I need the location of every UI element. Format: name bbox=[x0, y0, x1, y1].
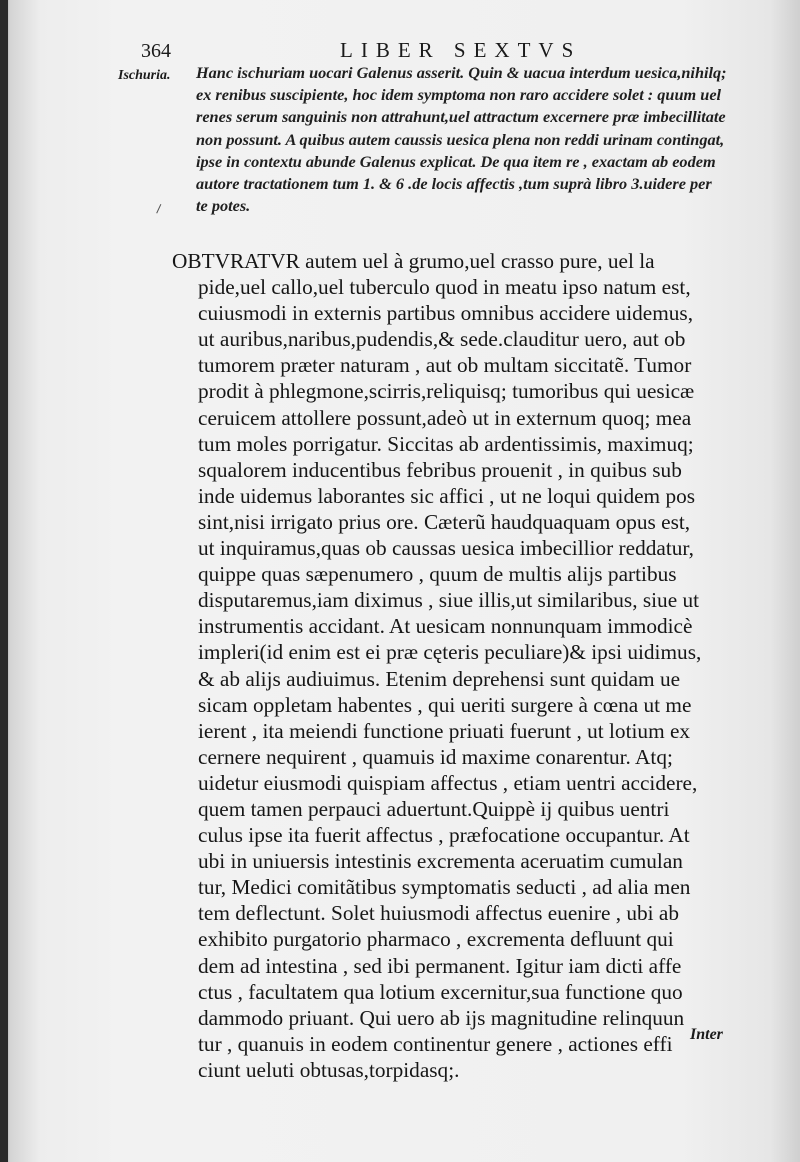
text-line: instrumentis accidant. At uesicam nonnunquam immodicè bbox=[198, 614, 693, 639]
italic-line: non possunt. A quibus autem caussis uesica plena non reddi urinam contingat, bbox=[196, 129, 725, 149]
text-line: cuiusmodi in externis partibus omnibus accidere uidemus, bbox=[198, 301, 694, 326]
text-line: & ab alijs audiuimus. Etenim deprehensi sunt quidam ue bbox=[198, 666, 681, 691]
margin-mark bbox=[156, 204, 167, 216]
text-line: squalorem inducentibus febribus prouenit , in quibus sub bbox=[198, 457, 682, 482]
margin-note: Ischuria. bbox=[118, 68, 171, 83]
text-line: ubi in uniuersis intestinis excrementa aceruatim cumulan bbox=[198, 849, 683, 874]
text-line: sicam oppletam habentes , qui ueriti surgere à cœna ut me bbox=[198, 692, 692, 717]
text-line: inde uidemus laborantes sic affici , ut ne loqui quidem pos bbox=[198, 483, 696, 508]
text-line: tum moles porrigatur. Siccitas ab ardentissimis, maximuq; bbox=[198, 431, 694, 456]
text-line: uidetur eiusmodi quispiam affectus , etiam uentri accidere, bbox=[198, 770, 698, 795]
page-number: 364 bbox=[141, 40, 171, 62]
text-line: ciunt ueluti obtusas,torpidasq;. bbox=[198, 1057, 460, 1082]
main-paragraph bbox=[172, 248, 772, 1083]
page-gutter-shadow bbox=[0, 0, 8, 1162]
text-line: ctus , facultatem qua lotium excernitur,sua functione quo bbox=[198, 979, 683, 1004]
italic-line: Hanc ischuriam uocari Galenus asserit. Quin & uacua interdum uesica,nihilq; bbox=[196, 63, 727, 82]
text-line: ut inquiramus,quas ob caussas uesica imbecillior reddatur, bbox=[198, 536, 694, 561]
text-line: disputaremus,iam diximus , siue illis,ut similaribus, siue ut bbox=[198, 588, 700, 613]
text-line: tem deflectunt. Solet huiusmodi affectus euenire , ubi ab bbox=[198, 901, 680, 926]
text-line: quippe quas sæpenumero , quum de multis alijs partibus bbox=[198, 562, 677, 587]
text-line: prodit à phlegmone,scirris,reliquisq; tumoribus qui uesicæ bbox=[198, 379, 695, 404]
text-line: dammodo priuant. Qui uero ab ijs magnitudine relinquun bbox=[198, 1005, 685, 1030]
text-line: pide,uel callo,uel tuberculo quod in meatu ipso natum est, bbox=[198, 275, 691, 300]
italic-line: ipse in contextu abunde Galenus explicat. De qua item re , exactam ab eodem bbox=[196, 151, 716, 171]
text-line: quem tamen perpauci aduertunt.Quippè ij quibus uentri bbox=[198, 796, 670, 821]
text-line: impleri(id enim est ei præ cęteris peculiare)& ipsi uidimus, bbox=[198, 640, 702, 665]
text-line: sint,nisi irrigato prius ore. Cæterũ haudquaquam opus est, bbox=[198, 509, 691, 534]
text-line: ierent , ita meiendi functione priuati fuerunt , ut lotium ex bbox=[198, 718, 691, 743]
text-line: ceruicem attollere possunt,adeò ut in externum quoq; mea bbox=[198, 405, 692, 430]
text-line: culus ipse ita fuerit affectus , præfocatione occupantur. At bbox=[198, 823, 690, 848]
text-line: OBTVRATVR autem uel à grumo,uel crasso pure, uel la bbox=[172, 249, 655, 273]
text-line: ut auribus,naribus,pudendis,& sede.clauditur uero, aut ob bbox=[198, 327, 686, 352]
text-line: tumorem præter naturam , aut ob multam siccitatẽ. Tumor bbox=[198, 353, 692, 378]
italic-line: renes serum sanguinis non attrahunt,uel attractum excernere præ imbecillitate bbox=[196, 107, 726, 127]
text-line: cernere nequirent , quamuis id maxime conarentur. Atq; bbox=[198, 744, 673, 769]
text-line: exhibito purgatorio pharmaco , excrementa defluunt qui bbox=[198, 927, 674, 952]
running-title: LIBER SEXTVS bbox=[340, 38, 582, 62]
italic-line: autore tractationem tum 1. & 6 .de locis affectis ,tum suprà libro 3.uidere per bbox=[196, 174, 712, 194]
text-line: dem ad intestina , sed ibi permanent. Igitur iam dicti affe bbox=[198, 953, 682, 978]
text-line: tur , quanuis in eodem continentur genere , actiones effi bbox=[198, 1031, 673, 1056]
italic-paragraph bbox=[196, 62, 768, 217]
italic-line: ex renibus suscipiente, hoc idem symptoma non raro accidere solet : quum uel bbox=[196, 85, 722, 105]
text-line: tur, Medici comitãtibus symptomatis seducti , ad alia men bbox=[198, 875, 691, 900]
catchword: Inter bbox=[690, 1026, 723, 1043]
italic-line: te potes. bbox=[196, 196, 251, 216]
